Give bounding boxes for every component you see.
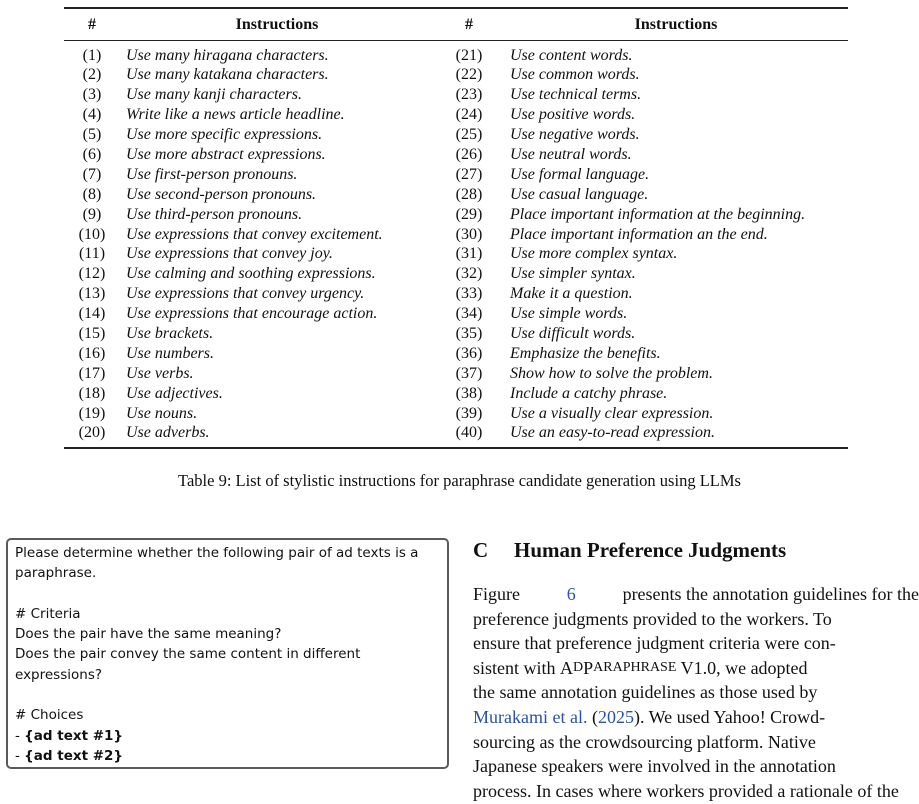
section-title: Human Preference Judgments	[514, 538, 787, 562]
table-row	[64, 224, 848, 244]
instruction-number: (4)	[82, 106, 102, 124]
instruction-text: Use an easy-to-read expression.	[510, 424, 715, 442]
instruction-number: (16)	[78, 344, 106, 362]
instruction-number: (22)	[455, 66, 483, 84]
text-run: (	[587, 706, 598, 727]
instruction-text: Use technical terms.	[510, 86, 642, 104]
instruction-text: Use adjectives.	[126, 384, 223, 402]
instruction-number: (14)	[78, 305, 106, 323]
paragraph-line	[473, 582, 919, 607]
header-number-right: #	[434, 8, 504, 41]
instruction-number: (7)	[82, 165, 102, 183]
instruction-text: Use formal language.	[510, 165, 650, 183]
figure-reference-link[interactable]: 6	[566, 584, 576, 604]
choice-item	[15, 726, 447, 746]
instruction-number: (6)	[82, 146, 102, 163]
prompt-line: Please determine whether the following pair of ad texts is a	[15, 545, 419, 561]
instruction-text: Use third-person pronouns.	[126, 205, 303, 223]
table-row	[64, 264, 848, 284]
instruction-text: Make it a question.	[510, 285, 633, 303]
instruction-text: Use more complex syntax.	[510, 245, 678, 263]
instruction-number: (9)	[82, 205, 102, 223]
section-heading	[473, 538, 786, 563]
instruction-number: (3)	[82, 86, 102, 104]
instruction-number: (38)	[455, 384, 483, 402]
instruction-number: (10)	[78, 225, 106, 243]
instruction-number: (40)	[455, 424, 483, 442]
table-row	[64, 85, 848, 105]
instruction-number: (15)	[78, 325, 106, 343]
table-row	[64, 41, 848, 66]
small-caps-araphrase: ARAPHRASE	[593, 659, 677, 675]
text-run: Japanese speakers were involved in the annotation	[473, 756, 836, 777]
instruction-text: Write like a news article headline.	[126, 106, 345, 124]
instruction-number: (26)	[455, 146, 483, 163]
instruction-number: (29)	[455, 205, 483, 223]
instruction-text: Use expressions that convey joy.	[126, 245, 333, 263]
instruction-number: (8)	[82, 185, 102, 203]
paragraph-line	[473, 730, 919, 755]
table-row	[64, 324, 848, 344]
table-header-row	[64, 8, 848, 41]
paragraph-line	[473, 656, 919, 681]
instruction-number: (19)	[78, 404, 106, 422]
instruction-number: (28)	[455, 185, 483, 203]
instruction-text: Use difficult words.	[510, 325, 636, 343]
paragraph-line	[473, 705, 919, 730]
instruction-text: Use second-person pronouns.	[126, 185, 317, 203]
criteria-heading: # Criteria	[15, 605, 81, 622]
prompt-blank-line	[15, 584, 447, 604]
instruction-text: Use expressions that convey urgency.	[126, 285, 365, 303]
table-row	[64, 65, 848, 85]
instruction-number: (27)	[455, 165, 483, 183]
text-run: ensure that preference judgment criteria were con-	[473, 633, 836, 654]
instruction-number: (11)	[78, 245, 106, 263]
instruction-text: Place important information an the end.	[510, 225, 768, 243]
table-row	[64, 125, 848, 145]
instruction-number: (18)	[78, 384, 106, 402]
instruction-number: (37)	[455, 364, 483, 382]
table-row	[64, 105, 848, 125]
criteria-line: Does the pair convey the same content in different	[15, 646, 361, 663]
instruction-text: Emphasize the benefits.	[510, 344, 661, 362]
section-number: C	[473, 538, 489, 562]
header-instructions-right: Instructions	[504, 8, 848, 41]
instruction-text: Use calming and soothing expressions.	[126, 265, 376, 283]
instruction-number: (25)	[455, 126, 483, 144]
instruction-number: (24)	[455, 106, 483, 124]
paragraph-line	[473, 607, 919, 632]
choices-heading: # Choices	[15, 707, 84, 724]
instruction-text: Use negative words.	[510, 126, 640, 144]
instruction-text: Use a visually clear expression.	[510, 404, 714, 422]
text-run: ). We used Yahoo! Crowd-	[633, 706, 826, 727]
paragraph-line	[473, 631, 919, 656]
instruction-number: (1)	[82, 47, 102, 64]
choice-label: {ad text #1}	[24, 727, 124, 744]
instruction-text: Use common words.	[510, 66, 640, 84]
instruction-text: Use simple words.	[510, 305, 628, 323]
instruction-number: (39)	[455, 404, 483, 422]
instruction-text: Use many kanji characters.	[126, 86, 302, 104]
paragraph-line	[473, 779, 919, 804]
table-row	[64, 423, 848, 448]
text-run: presents the annotation guidelines for the	[618, 584, 919, 604]
citation-author-link[interactable]: Murakami et al.	[473, 706, 588, 727]
prompt-line: paraphrase.	[15, 565, 97, 582]
text-run: preference judgments provided to the workers. To	[473, 608, 832, 629]
instruction-text: Use nouns.	[126, 404, 198, 422]
table-row	[64, 284, 848, 304]
instruction-text: Use verbs.	[126, 364, 194, 382]
header-instructions-left: Instructions	[120, 8, 434, 41]
table-row	[64, 363, 848, 383]
instruction-text: Show how to solve the problem.	[510, 364, 713, 382]
instruction-text: Use many hiragana characters.	[126, 47, 329, 64]
instruction-text: Use brackets.	[126, 325, 214, 343]
table-row	[64, 304, 848, 324]
table-row	[64, 343, 848, 363]
instruction-text: Use positive words.	[510, 106, 636, 124]
small-caps-d: D	[573, 659, 584, 675]
small-caps-a: A	[560, 657, 574, 678]
instruction-text: Use more specific expressions.	[126, 126, 323, 144]
instruction-text: Use numbers.	[126, 344, 214, 362]
instruction-text: Use more abstract expressions.	[126, 146, 326, 163]
instruction-number: (31)	[455, 245, 483, 263]
text-run: process. In cases where workers provided a rationale of the	[473, 780, 899, 801]
choice-label: {ad text #2}	[24, 747, 124, 764]
body-paragraph	[473, 582, 919, 803]
instruction-number: (13)	[78, 285, 106, 303]
instruction-number: (36)	[455, 344, 483, 362]
instruction-text: Use simpler syntax.	[510, 265, 636, 283]
text-run: V1.0, we adopted	[676, 657, 808, 678]
choice-bullet: -	[15, 727, 25, 744]
instruction-text: Include a catchy phrase.	[510, 384, 668, 402]
small-caps-p: P	[583, 657, 594, 678]
text-run: sourcing as the crowdsourcing platform. Native	[473, 731, 816, 752]
instruction-text: Use expressions that encourage action.	[126, 305, 378, 323]
instruction-text: Use adverbs.	[126, 424, 210, 442]
instruction-number: (20)	[78, 424, 106, 442]
instruction-number: (35)	[455, 325, 483, 343]
table-row	[64, 145, 848, 165]
instruction-text: Place important information at the beginning.	[510, 205, 806, 223]
instruction-text: Use casual language.	[510, 185, 649, 203]
table-caption: Table 9: List of stylistic instructions for paraphrase candidate generation using LLMs	[178, 471, 741, 490]
paragraph-line	[473, 680, 919, 705]
instruction-text: Use neutral words.	[510, 146, 632, 163]
instruction-text: Use content words.	[510, 47, 633, 64]
instruction-text: Use expressions that convey excitement.	[126, 225, 383, 243]
instruction-number: (34)	[455, 305, 483, 323]
text-run: the same annotation guidelines as those used by	[473, 682, 818, 703]
table-row	[64, 204, 848, 224]
instruction-number: (23)	[455, 86, 483, 104]
table-row	[64, 244, 848, 264]
instruction-number: (2)	[82, 66, 102, 84]
instruction-number: (5)	[82, 126, 102, 144]
instruction-text: Use first-person pronouns.	[126, 165, 298, 183]
table-row	[64, 164, 848, 184]
choice-bullet: -	[15, 747, 25, 764]
instruction-number: (30)	[455, 225, 483, 243]
table-row	[64, 403, 848, 423]
instruction-number: (33)	[455, 285, 483, 303]
text-run: Figure	[473, 584, 525, 604]
header-number-left: #	[64, 8, 120, 41]
annotation-prompt-box	[6, 538, 449, 769]
choice-item	[15, 746, 447, 766]
criteria-line: Does the pair have the same meaning?	[15, 626, 282, 643]
instruction-text: Use many katakana characters.	[126, 66, 329, 84]
paragraph-line	[473, 754, 919, 779]
instruction-number: (32)	[455, 265, 483, 283]
text-run: sistent with	[473, 657, 561, 678]
table-row	[64, 184, 848, 204]
citation-year-link[interactable]: 2025	[597, 706, 634, 727]
table-row	[64, 383, 848, 403]
criteria-line: expressions?	[15, 666, 103, 683]
instructions-table	[64, 7, 848, 449]
instruction-number: (21)	[455, 47, 483, 64]
table-body	[64, 41, 848, 449]
prompt-blank-line	[15, 685, 447, 705]
instruction-number: (12)	[78, 265, 106, 283]
instruction-number: (17)	[78, 364, 106, 382]
